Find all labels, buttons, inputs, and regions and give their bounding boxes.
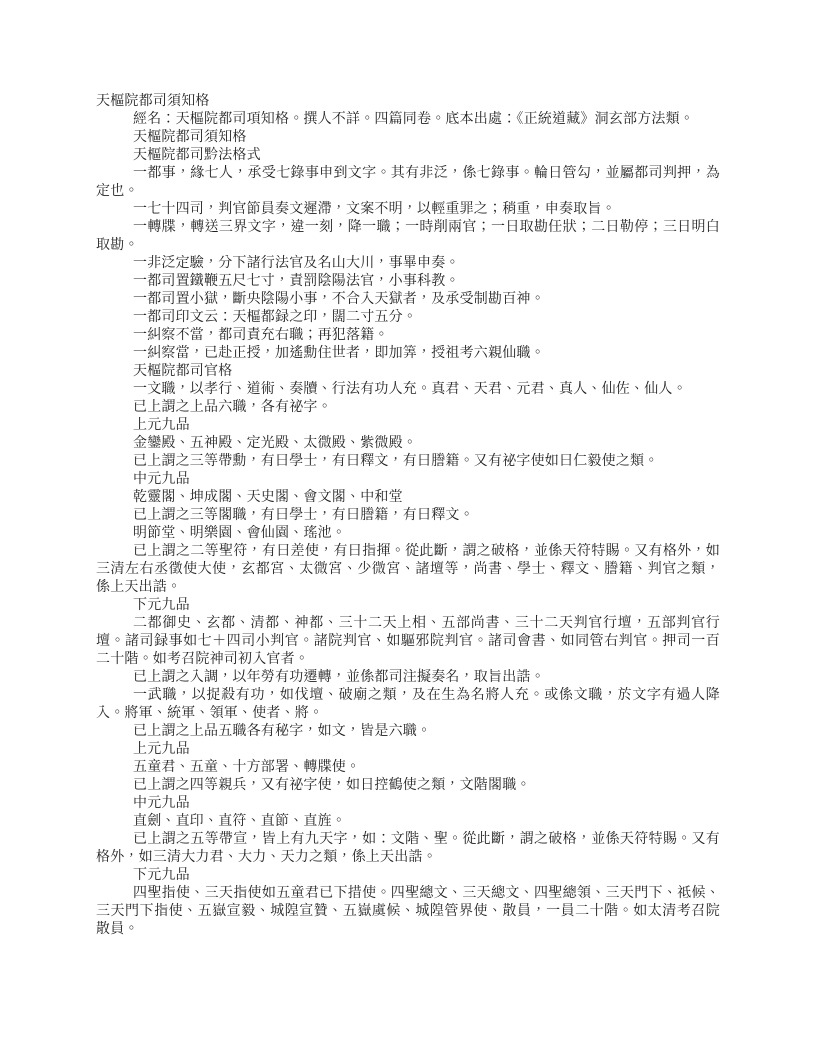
paragraph: 一都事，緣七人，承受七錄事申到文字。其有非泛，係七錄事。輪日管勾，並屬都司判押，為定也。 xyxy=(96,166,720,199)
paragraph: 一糾察當，已赴正授，加遙勳住世者，即加筭，授祖考六親仙職。 xyxy=(133,346,545,361)
paragraph: 天樞院都司官格 xyxy=(133,364,233,379)
paragraph: 上元九品 xyxy=(133,742,190,757)
paragraph: 已上謂之上品六職，各有祕字。 xyxy=(133,400,332,415)
paragraph: 一糾察不當，都司責充右職；再犯落籍。 xyxy=(133,328,389,343)
paragraph: 天樞院都司須知格 xyxy=(133,130,247,145)
paragraph: 五童君、五童、十方部署、轉牒使。 xyxy=(133,760,361,775)
paragraph: 一都司印文云：天樞都録之印，闊二寸五分。 xyxy=(133,310,417,325)
paragraph: 金鑾殿、五神殿、定光殿、太微殿、紫微殿。 xyxy=(133,436,417,451)
paragraph: 一轉牒，轉送三界文字，違一刻，降一職；一時削兩官；一日取勘任狀；二日勒停；三日明白取勘。 xyxy=(96,220,720,253)
paragraph: 四聖指使、三天指使如五童君已下措使。四聖總文、三天總文、四聖總領、三天門下、祗候、三天門下指使、五嶽宣毅、城隍宣贊、五嶽虞候、城隍管界使、散員，一員二十階。如太清考召院散員。 xyxy=(96,886,720,937)
document-body xyxy=(96,93,720,939)
paragraph: 已上謂之上品五職各有秘字，如文，皆是六職。 xyxy=(133,724,432,739)
paragraph: 天樞院都司黔法格式 xyxy=(133,148,261,163)
document-title: 天樞院都司須知格 xyxy=(96,94,210,109)
paragraph: 已上謂之三等閣職，有曰學士，有曰謄籍，有曰釋文。 xyxy=(133,508,474,523)
paragraph: 下元九品 xyxy=(133,598,190,613)
paragraph: 中元九品 xyxy=(133,472,190,487)
paragraph: 二都御史、玄都、清都、神都、三十二天上相、五部尚書、三十二天判官行壇，五部判官行壇。諸司録事如七＋四司小判官。諸院判官、如驅邪院判官。諸司會書、如同管右判官。押司一百二十階。如考召院神司初入官者。 xyxy=(96,616,720,667)
paragraph: 經名：天樞院都司項知格。撰人不詳。四篇同卷。底本出處：《正統道藏》洞玄部方法類。 xyxy=(133,112,694,127)
paragraph: 中元九品 xyxy=(133,796,190,811)
paragraph: 明節堂、明樂園、會仙園、瑤池。 xyxy=(133,526,346,541)
paragraph: 已上謂之五等帶宣，皆上有九天字，如：文階、聖。從此斷，謂之破格，並係天符特賜。又有格外，如三清大力君、大力、天力之類，係上天出誥。 xyxy=(96,832,720,865)
paragraph: 一七十四司，判官節員奏文遲滯，文案不明，以輕重罪之；稍重，申奏取旨。 xyxy=(133,202,616,217)
paragraph: 一都司置小獄，斷央陰陽小事，不合入天獄者，及承受制勘百神。 xyxy=(133,292,545,307)
paragraph: 乾靈閣、坤成閣、天史閣、會文閣、中和堂 xyxy=(133,490,403,505)
paragraph: 一文職，以孝行、道術、奏牘、行法有功人充。真君、天君、元君、真人、仙佐、仙人。 xyxy=(133,382,687,397)
paragraph: 一都司置鐵鞭五尺七寸，責罰陰陽法官，小事科教。 xyxy=(133,274,460,289)
paragraph: 已上謂之二等聖符，有曰差使，有曰指揮。從此斷，謂之破格，並係天符特賜。又有格外，如三清左右丞徵使大使，玄都宮、太微宮、少微宮、諸壇等，尚書、學士、釋文、謄籍、判官之類，係上天出誥。 xyxy=(96,544,720,595)
paragraph: 已上謂之三等帶勳，有曰學士，有曰釋文，有曰謄籍。又有祕字使如曰仁毅使之類。 xyxy=(133,454,659,469)
paragraph: 一武職，以捉殺有功，如伐壇、破廟之類，及在生為名將人充。或係文職，於文字有過人降入。將軍、統軍、領軍、使者、將。 xyxy=(96,688,720,721)
paragraph: 下元九品 xyxy=(133,868,190,883)
paragraph: 已上謂之入調，以年勞有功遷轉，並係都司注擬奏名，取旨出誥。 xyxy=(133,670,545,685)
paragraph: 直劍、直印、直符、直節、直旌。 xyxy=(133,814,346,829)
paragraph: 一非泛定驗，分下諸行法官及名山大川，事畢申奏。 xyxy=(133,256,460,271)
paragraph: 上元九品 xyxy=(133,418,190,433)
paragraph: 已上謂之四等親兵，又有祕字使，如日控鶴使之類，文階閣職。 xyxy=(133,778,531,793)
